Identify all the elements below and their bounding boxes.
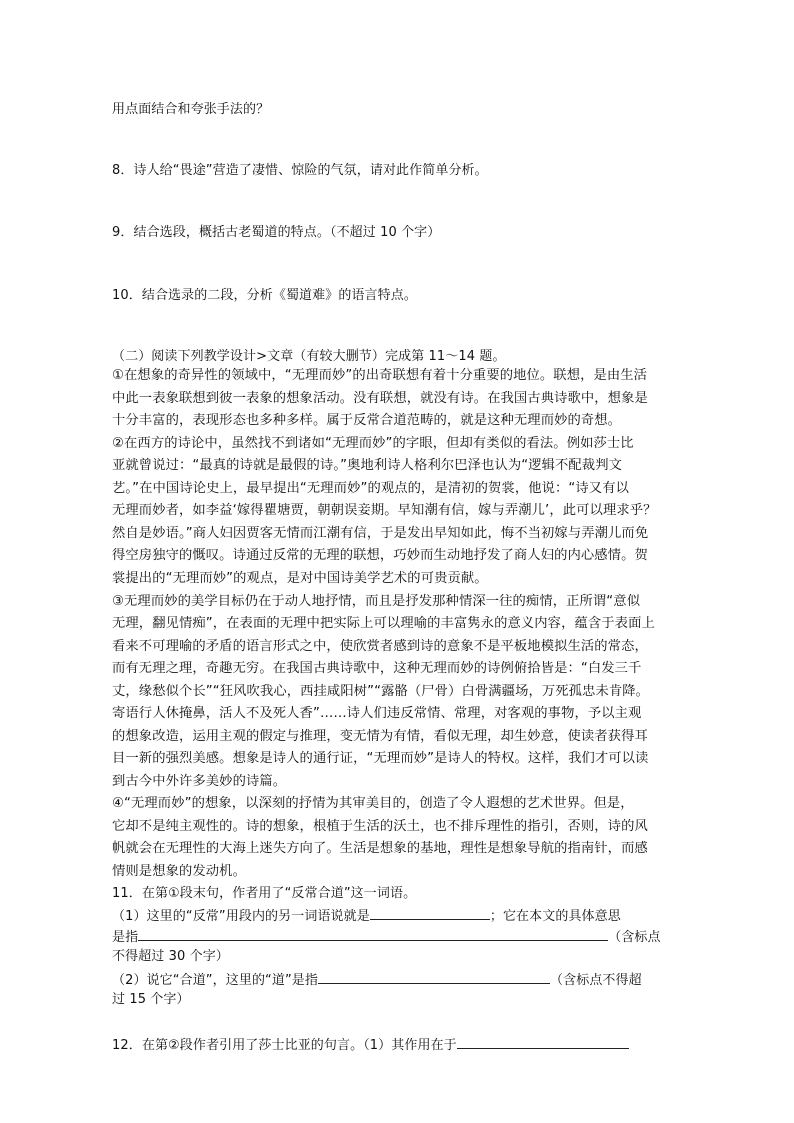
question-11-sub-1-limit: 不得超过 30 个字） xyxy=(112,949,229,964)
question-8: 8．诗人给“畏途”营造了凄惜、惊险的气氛，请对此作简单分析。 xyxy=(112,163,488,178)
question-11-sub-1-text: （1）这里的“反常”用段内的另一词语说就是 xyxy=(112,909,370,924)
question-11-sub-1 xyxy=(112,907,621,925)
passage-line: 看来不可理喻的矛盾的语言形式之中，使欣赏者感到诗的意象不是平板地模拟生活的常态， xyxy=(112,639,648,654)
question-11-sub-2-text: （2）说它“合道”，这里的“道”是指 xyxy=(112,973,319,988)
question-11-sub-1-text-d: （含标点 xyxy=(608,930,661,945)
passage-line: 目一新的强烈美感。想象是诗人的通行证，“无理而妙”是诗人的特权。这样，我们才可以读 xyxy=(112,751,649,766)
passage-line: 十分丰富的，表现形态也多种多样。属于反常合道范畴的，就是这种无理而妙的奇想。 xyxy=(112,413,622,428)
passage-line: 寄语行人休掩鼻，活人不及死人香”……诗人们违反常情、常理，对客观的事物，予以主观 xyxy=(112,706,642,721)
passage-line: 裳提出的“无理而妙”的观点，是对中国诗美学艺术的可贵贡献。 xyxy=(112,571,488,586)
question-11-sub-1-text-c: 是指 xyxy=(112,930,139,945)
passage-line: 艺。”在中国诗论史上，最早提出“无理而妙”的观点的，是清初的贺裳，他说：“诗又有以 xyxy=(112,481,629,496)
passage-line: 中此一表象联想到彼一表象的想象活动。没有联想，就没有诗。在我国古典诗歌中，想象是 xyxy=(112,391,648,406)
question-7-tail: 用点面结合和夸张手法的？ xyxy=(112,102,270,117)
passage-line: 到古今中外许多美妙的诗篇。 xyxy=(112,774,287,789)
question-11-sub-1-text-b: ；它在本文的具体意思 xyxy=(489,909,621,924)
answer-blank-function[interactable] xyxy=(457,1036,629,1049)
passage-line: 无理而妙者，如李益‘嫁得瞿塘贾，朝朝误妾期。早知潮有信，嫁与弄潮儿’，此可以理求乎？ xyxy=(112,503,657,518)
passage-line: 亚就曾说过：“最真的诗就是最假的诗。”奥地利诗人格利尔巴泽也认为“逻辑不配裁判文 xyxy=(112,458,622,473)
question-9: 9．结合选段，概括古老蜀道的特点。（不超过 10 个字） xyxy=(112,225,441,240)
question-12 xyxy=(112,1036,629,1054)
passage-line: 情则是想象的发动机。 xyxy=(112,864,246,879)
section-2-heading: （二）阅读下列教学设计>文章（有较大删节）完成第 11～14 题。 xyxy=(112,349,506,364)
passage-line: ④“无理而妙”的想象，以深刻的抒情为其审美目的，创造了令人遐想的艺术世界。但是， xyxy=(112,796,634,811)
passage-line: 它却不是纯主观性的。诗的想象，根植于生活的沃土，也不排斥理性的指引，否则，诗的风 xyxy=(112,819,648,834)
question-11-sub-1-cont xyxy=(112,928,661,946)
question-11-sub-2-limit: 过 15 个字） xyxy=(112,992,190,1007)
passage-line: ①在想象的奇异性的领域中，“无理而妙”的出奇联想有着十分重要的地位。联想，是由生活 xyxy=(112,368,648,383)
passage-line: 的想象改造，运用主观的假定与推理，变无情为有情，看似无理，却生妙意，使读者获得耳 xyxy=(112,729,648,744)
question-11-sub-2-text-b: （含标点不得超 xyxy=(550,973,642,988)
passage-line: 帆就会在无理性的大海上迷失方向了。生活是想象的基地，理性是想象导航的指南针，而感 xyxy=(112,841,648,856)
question-10: 10．结合选录的二段，分析《蜀道难》的语言特点。 xyxy=(112,288,417,303)
passage-line: ②在西方的诗论中，虽然找不到诸如“无理而妙”的字眼，但却有类似的看法。例如莎士比 xyxy=(112,436,634,451)
passage-line: 丈，缘愁似个长”“狂风吹我心，西挂咸阳树”“露骼（尸骨）白骨满疆场，万死孤忠未肯降。 xyxy=(112,684,650,699)
question-11-sub-2 xyxy=(112,971,642,989)
passage-line: 无理，翻见情痴”，在表面的无理中把实际上可以理喻的丰富隽永的意义内容，蕴含于表面上 xyxy=(112,616,655,631)
passage-line: 得空房独守的慨叹。诗通过反常的无理的联想，巧妙而生动地抒发了商人妇的内心感情。贺 xyxy=(112,548,648,563)
answer-blank-fanchang[interactable] xyxy=(370,907,490,920)
passage-line: 而有无理之理，奇趣无穷。在我国古典诗歌中，这种无理而妙的诗例俯拾皆是：“白发三千 xyxy=(112,661,642,676)
answer-blank-meaning[interactable] xyxy=(138,928,608,941)
answer-blank-dao[interactable] xyxy=(318,971,550,984)
passage-line: ③无理而妙的美学目标仍在于动人地抒情，而且是抒发那种情深一往的痴情，正所谓“意似 xyxy=(112,594,641,609)
question-11-stem: 11．在第①段末句，作者用了“反常合道”这一词语。 xyxy=(112,886,417,901)
passage-line: 然自是妙语。”商人妇因贾客无情而江潮有信，于是发出早知如此，悔不当初嫁与弄潮儿而免 xyxy=(112,526,649,541)
question-12-stem: 12．在第②段作者引用了莎士比亚的句言。（1）其作用在于 xyxy=(112,1038,457,1053)
